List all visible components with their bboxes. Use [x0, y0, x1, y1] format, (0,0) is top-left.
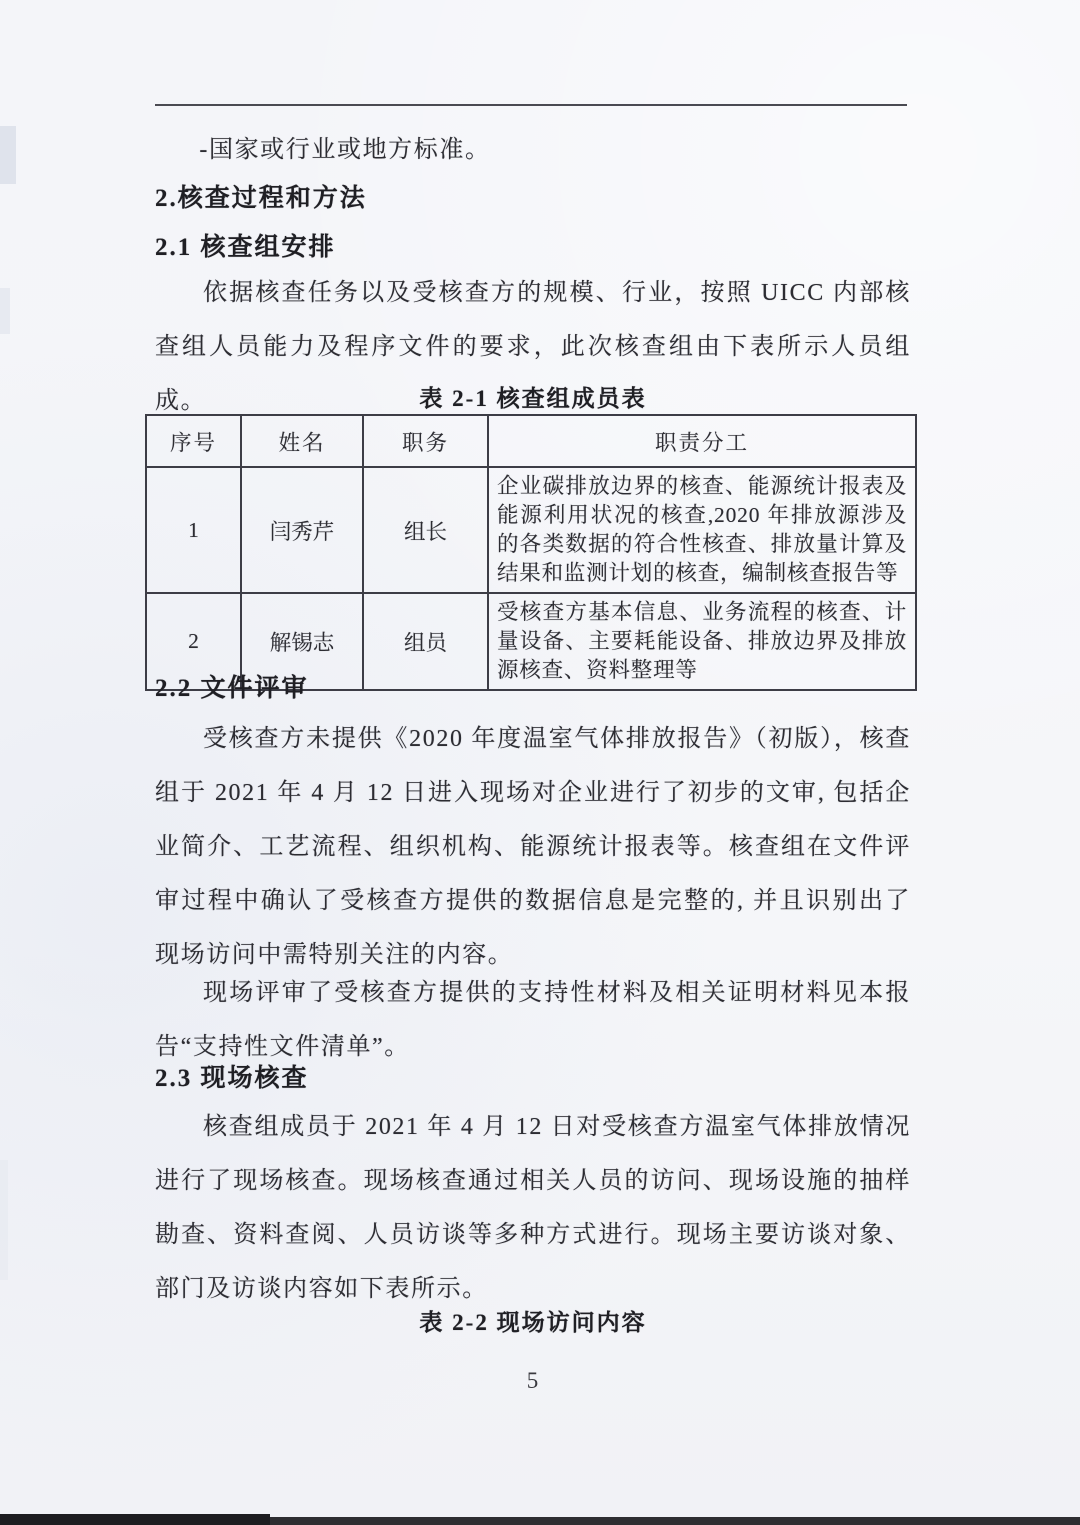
table-2-1-caption: 表 2-1 核查组成员表 [419, 386, 647, 411]
section-2-3-heading: 2.3 现场核查 [155, 1065, 309, 1092]
section-2-2-paragraph-2: 现场评审了受核查方提供的支持性材料及相关证明材料见本报告“支持性文件清单”。 [155, 980, 911, 1060]
member-duty: 企业碳排放边界的核查、能源统计报表及能源利用状况的核查,2020 年排放源涉及的各类数据的符合性核查、排放量计算及结果和监测计划的核查，编制核查报告等 [488, 467, 916, 593]
scan-smudge [0, 288, 10, 334]
member-no: 1 [146, 467, 241, 593]
scan-smudge [0, 126, 16, 184]
section-2-heading: 2.核查过程和方法 [155, 185, 367, 212]
intro-line: -国家或行业或地方标准。 [199, 137, 491, 163]
member-name: 解锡志 [241, 593, 363, 690]
column-header-no: 序号 [146, 415, 241, 467]
table-header-row [146, 415, 916, 467]
section-2-2-paragraph-1: 受核查方未提供《2020 年度温室气体排放报告》（初版），核查组于 2021 年 4 月 12 日进入现场对企业进行了初步的文审, 包括企业简介、工艺流程、组织机构、能源统计报表等。核查组在文件评审过程中确认了受核查方提供的数据信息是完整的, 并且识别出了现场访问中需特别关注的内容。 [155, 726, 911, 968]
section-2-1-paragraph: 依据核查任务以及受核查方的规模、行业，按照 UICC 内部核查组人员能力及程序文件的要求，此次核查组由下表所示人员组成。 [155, 280, 911, 414]
member-duty: 受核查方基本信息、业务流程的核查、计量设备、主要耗能设备、排放边界及排放源核查、资料整理等 [488, 593, 916, 690]
scan-smudge [0, 1160, 8, 1280]
section-2-2-heading: 2.2 文件评审 [155, 675, 309, 702]
section-2-1-heading: 2.1 核查组安排 [155, 234, 336, 261]
column-header-role: 职务 [363, 415, 488, 467]
header-rule [155, 104, 907, 106]
member-no: 2 [146, 593, 241, 690]
column-header-name: 姓名 [241, 415, 363, 467]
table-row [146, 467, 916, 593]
verification-team-table [145, 414, 917, 691]
section-2-3-paragraph: 核查组成员于 2021 年 4 月 12 日对受核查方温室气体排放情况进行了现场核查。现场核查通过相关人员的访问、现场设施的抽样勘查、资料查阅、人员访谈等多种方式进行。现场主要访谈对象、部门及访谈内容如下表所示。 [155, 1114, 911, 1302]
scanner-edge-bar-left [0, 1514, 270, 1525]
table-2-2-caption: 表 2-2 现场访问内容 [419, 1310, 647, 1335]
member-name: 闫秀芹 [241, 467, 363, 593]
scanner-edge-bar [0, 1517, 1080, 1525]
column-header-duty: 职责分工 [488, 415, 916, 467]
member-role: 组员 [363, 593, 488, 690]
page-number: 5 [526, 1368, 540, 1393]
member-role: 组长 [363, 467, 488, 593]
